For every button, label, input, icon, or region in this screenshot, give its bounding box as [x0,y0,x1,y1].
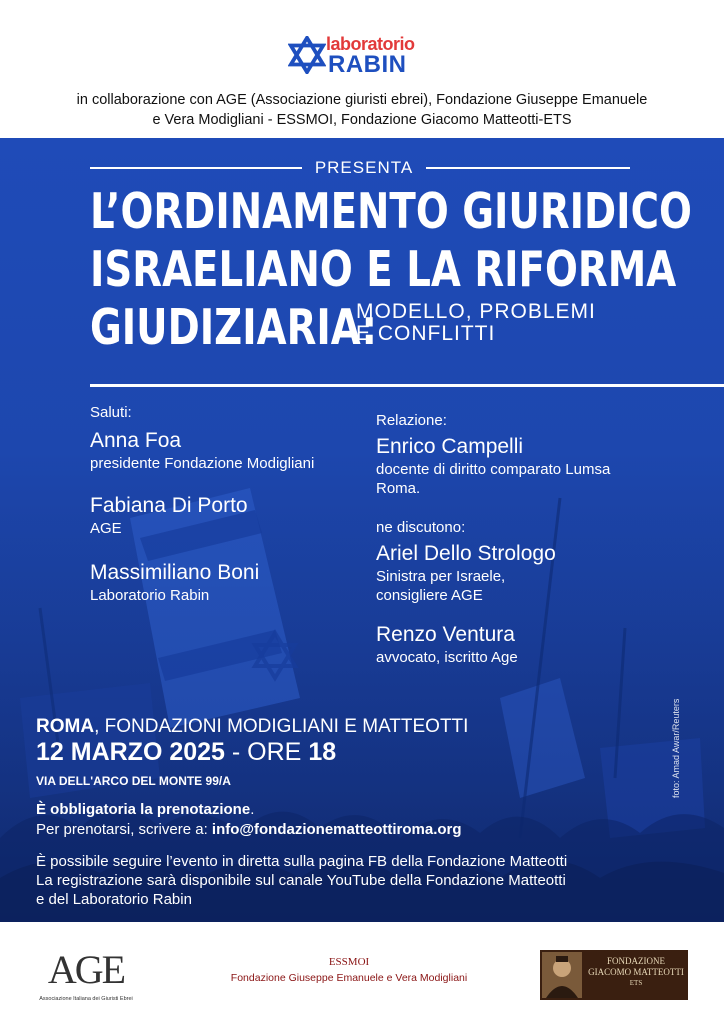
speaker-name: Massimiliano Boni [90,561,260,584]
speaker-name: Fabiana Di Porto [90,494,248,517]
age-logo-subtitle: Associazione Italiana dei Giuristi Ebrei [39,996,133,1002]
relazione-column [376,412,666,667]
speaker-role: Sinistra per Israele, [376,568,506,585]
event-venue: , FONDAZIONI MODIGLIANI E MATTEOTTI [94,716,469,737]
presenta-label: PRESENTA [314,158,414,177]
matteotti-line-3: ETS [629,979,643,987]
essmoi-logo [224,956,474,984]
poster-panel [0,138,724,922]
laboratorio-rabin-logo [288,34,448,78]
speaker-fabiana-di-porto [90,493,360,538]
logo-top-text: laboratorio [326,34,415,54]
speaker-name: Renzo Ventura [376,623,515,646]
event-subtitle [356,301,596,345]
matteotti-logo [540,950,688,1000]
speaker-ariel-dello-strologo [376,541,666,605]
matteotti-text [584,956,688,989]
event-date: 12 MARZO 2025 [36,738,225,766]
saluti-label: Saluti: [90,404,132,421]
title-line-2: ISRAELIANO E LA RIFORMA [90,241,677,298]
speaker-role: avvocato, iscritto Age [376,649,518,666]
booking-email-link[interactable]: info@fondazionematteottiroma.org [211,821,462,838]
subtitle-line-2: E CONFLITTI [356,322,496,345]
live-line-3: e del Laboratorio Rabin [36,891,192,908]
speaker-role: Laboratorio Rabin [90,587,210,604]
speaker-renzo-ventura [376,622,666,667]
booking-required: È obbligatoria la prenotazione [36,801,251,818]
header [0,0,724,138]
essmoi-mark: ESSMOI [328,956,370,968]
livestream-info [36,852,567,909]
speaker-name: Enrico Campelli [376,435,524,458]
essmoi-name: Fondazione Giuseppe Emanuele e Vera Modigliani [230,972,468,984]
sponsor-logos [0,922,724,1024]
star-of-david-icon [288,36,326,74]
logo-bottom-text: RABIN [328,51,407,78]
matteotti-line-1: FONDAZIONE [607,956,665,966]
presenta-row [90,156,630,180]
title-divider [90,384,724,387]
event-datetime [36,738,336,767]
age-logo-text: AGE [47,947,125,992]
presenta-line-left [90,167,302,169]
event-time: 18 [308,738,337,766]
live-line-1: È possibile seguire l’evento in diretta sulla pagina FB della Fondazione Matteotti [36,853,568,870]
speaker-role: presidente Fondazione Modigliani [90,455,315,472]
event-title [90,183,692,356]
booking-dot: . [250,801,255,818]
age-logo [36,946,136,1014]
speaker-name: Anna Foa [90,429,182,452]
live-line-2: La registrazione sarà disponibile sul canale YouTube della Fondazione Matteotti [36,872,566,889]
speaker-name: Ariel Dello Strologo [376,542,556,565]
title-line-1: L’ORDINAMENTO GIURIDICO [90,183,692,240]
presenta-line-right [426,167,630,169]
speaker-anna-foa [90,428,360,473]
event-location [36,716,468,738]
speaker-role: docente di diritto comparato Lumsa [376,461,611,478]
title-line-3: GIUDIZIARIA: [90,299,377,356]
discutono-label: ne discutono: [376,519,466,536]
collab-line-1: in collaborazione con AGE (Associazione giuristi ebrei), Fondazione Giuseppe Emanuele [76,92,648,108]
speaker-massimiliano-boni [90,560,360,605]
matteotti-line-2: GIACOMO MATTEOTTI [588,967,684,977]
event-address: VIA DELL'ARCO DEL MONTE 99/A [36,774,231,788]
event-city: ROMA [36,716,95,737]
speaker-enrico-campelli [376,434,666,498]
speaker-role: Roma. [376,480,421,497]
collaboration-text [20,90,704,130]
subtitle-line-1: MODELLO, PROBLEMI [356,300,596,323]
event-time-separator: - ORE [224,738,309,766]
matteotti-portrait-icon [542,952,582,998]
speaker-role: consigliere AGE [376,587,483,604]
photo-credit: foto: Amad Awar/Reuters [671,698,681,798]
booking-prefix: Per prenotarsi, scrivere a: [36,821,212,838]
collab-line-2: e Vera Modigliani - ESSMOI, Fondazione Giacomo Matteotti-ETS [152,112,572,128]
saluti-column [90,404,360,605]
speaker-role: AGE [90,520,122,537]
relazione-label: Relazione: [376,412,447,429]
booking-info [36,800,462,840]
